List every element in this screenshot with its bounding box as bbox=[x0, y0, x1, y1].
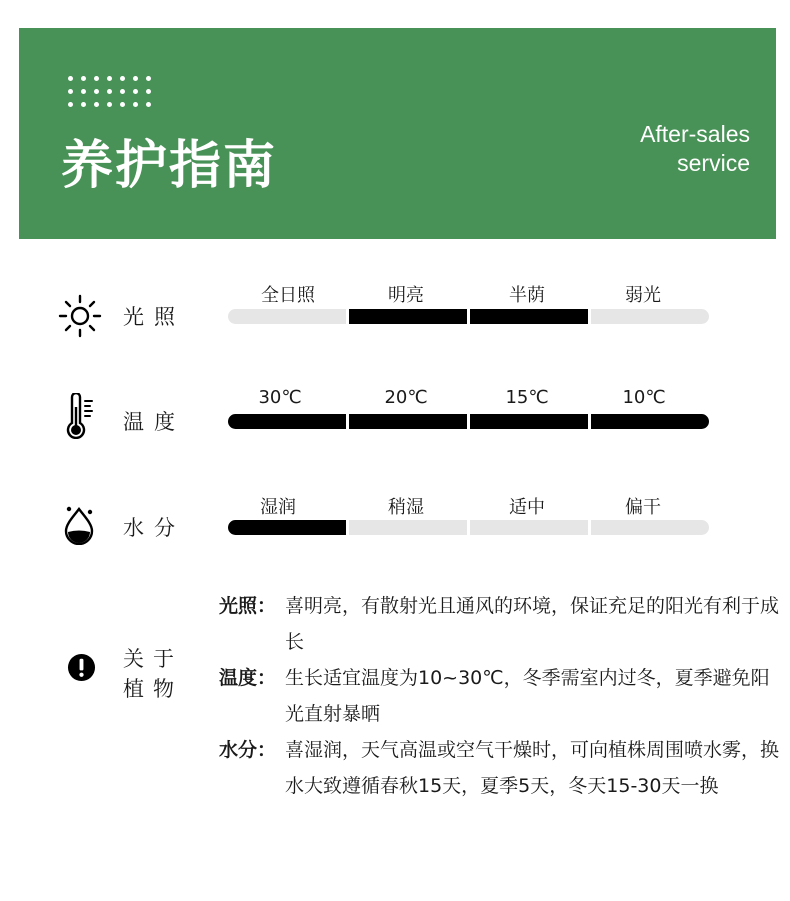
decorative-dot bbox=[146, 76, 151, 81]
light-description-text: 喜明亮，有散射光且通风的环境，保证充足的阳光有利于成长 bbox=[285, 595, 780, 653]
water-description-text: 喜湿润，天气高温或空气干燥时，可向植株周围喷水雾，换水大致遵循春秋15天，夏季5天，冬天15-30天一换 bbox=[285, 739, 780, 797]
decorative-dot bbox=[94, 102, 99, 107]
decorative-dot bbox=[68, 76, 73, 81]
decorative-dot bbox=[133, 102, 138, 107]
decorative-dot bbox=[94, 76, 99, 81]
about-label-line-2: 植物 bbox=[123, 677, 183, 701]
light-description-key: 光照： bbox=[219, 595, 277, 617]
light-segment-1 bbox=[228, 309, 346, 324]
decorative-dot bbox=[120, 76, 125, 81]
light-segment-4 bbox=[591, 309, 709, 324]
page-subtitle bbox=[640, 120, 750, 178]
subtitle-line-2: service bbox=[677, 150, 750, 176]
page-title: 养护指南 bbox=[61, 136, 278, 196]
temperature-segment-4 bbox=[591, 414, 709, 429]
light-segment-3 bbox=[470, 309, 588, 324]
water-segment-2 bbox=[349, 520, 467, 535]
decorative-dot bbox=[120, 102, 125, 107]
decorative-dot bbox=[81, 76, 86, 81]
temperature-level-3: 15℃ bbox=[505, 387, 549, 408]
decorative-dot bbox=[68, 89, 73, 94]
temperature-segment-3 bbox=[470, 414, 588, 429]
decorative-dot bbox=[107, 102, 112, 107]
decorative-dot bbox=[94, 89, 99, 94]
decorative-dot bbox=[146, 89, 151, 94]
light-segment-2 bbox=[349, 309, 467, 324]
thermometer-icon bbox=[64, 393, 96, 439]
decorative-dot bbox=[68, 102, 73, 107]
light-label: 光照 bbox=[123, 305, 185, 329]
decorative-dot bbox=[120, 89, 125, 94]
temperature-label: 温度 bbox=[123, 410, 185, 434]
decorative-dot bbox=[133, 89, 138, 94]
temperature-level-4: 10℃ bbox=[622, 387, 666, 408]
temperature-description bbox=[219, 660, 779, 732]
water-level-4: 偏干 bbox=[625, 497, 661, 518]
about-plant-label bbox=[123, 644, 183, 704]
temperature-description-key: 温度： bbox=[219, 667, 277, 689]
temperature-segment-2 bbox=[349, 414, 467, 429]
header-banner bbox=[19, 28, 776, 239]
about-label-line-1: 关于 bbox=[123, 647, 183, 671]
subtitle-line-1: After-sales bbox=[640, 121, 750, 147]
light-level-4: 弱光 bbox=[625, 285, 661, 306]
exclamation-circle-icon bbox=[67, 653, 96, 682]
water-description bbox=[219, 732, 779, 804]
temperature-description-text: 生长适宜温度为10~30℃，冬季需室内过冬，夏季避免阳光直射暴晒 bbox=[285, 667, 770, 725]
decorative-dot bbox=[107, 76, 112, 81]
light-level-2: 明亮 bbox=[388, 285, 424, 306]
decorative-dots bbox=[68, 76, 152, 112]
water-segment-1 bbox=[228, 520, 346, 535]
water-level-2: 稍湿 bbox=[388, 497, 424, 518]
water-level-1: 湿润 bbox=[260, 497, 296, 518]
decorative-dot bbox=[81, 102, 86, 107]
water-level-3: 适中 bbox=[509, 497, 545, 518]
water-description-key: 水分： bbox=[219, 739, 277, 761]
light-description bbox=[219, 588, 779, 660]
temperature-segment-1 bbox=[228, 414, 346, 429]
light-level-1: 全日照 bbox=[261, 285, 315, 306]
water-drop-icon bbox=[61, 503, 97, 545]
water-segment-3 bbox=[470, 520, 588, 535]
water-label: 水分 bbox=[123, 516, 185, 540]
temperature-level-2: 20℃ bbox=[384, 387, 428, 408]
temperature-level-1: 30℃ bbox=[258, 387, 302, 408]
decorative-dot bbox=[146, 102, 151, 107]
decorative-dot bbox=[81, 89, 86, 94]
water-segment-4 bbox=[591, 520, 709, 535]
sun-icon bbox=[58, 294, 102, 338]
decorative-dot bbox=[133, 76, 138, 81]
decorative-dot bbox=[107, 89, 112, 94]
light-level-3: 半荫 bbox=[509, 285, 545, 306]
